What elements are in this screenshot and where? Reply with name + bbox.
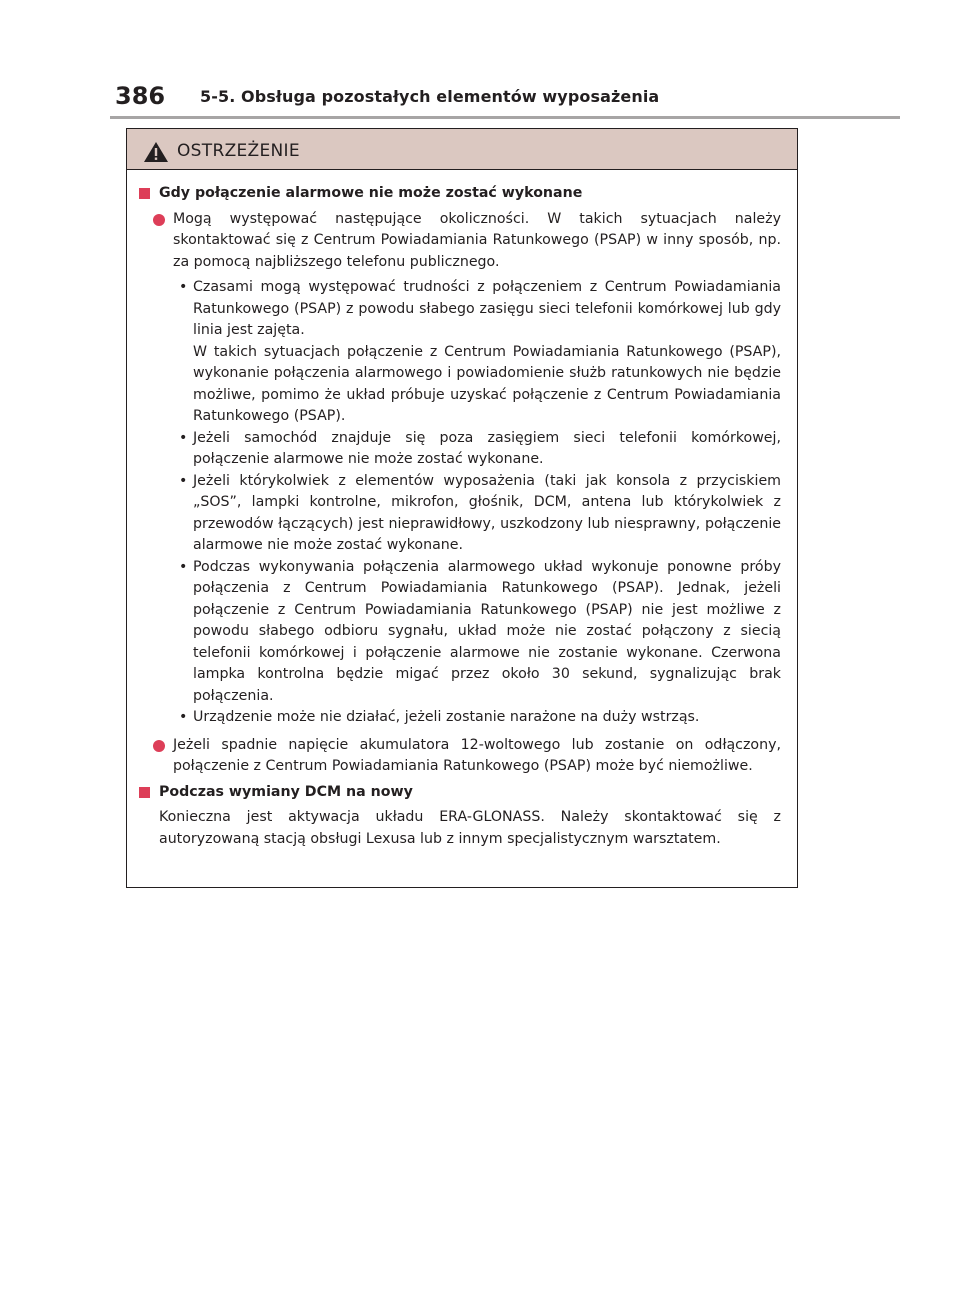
section-title: 5-5. Obsługa pozostałych elementów wyposażenia: [200, 87, 660, 106]
circle-item-circumstances: Mogą występować następujące okoliczności. W takich sytuacjach należy skontaktować się z Centrum Powiadamiania Ratunkowego (PSAP) w inny sposób, np. za pomocą najbliższego telefonu publicznego.: [139, 209, 781, 274]
dot-bullet: •: [179, 429, 188, 446]
circle-item-battery: Jeżeli spadnie napięcie akumulatora 12-woltowego lub zostanie on odłączony, połączenie z Centrum Powiadamiania Ratunkowego (PSAP) może być niemożliwe.: [139, 735, 781, 778]
section-heading-emergency-call-fail: Gdy połączenie alarmowe nie może zostać wykonane: [139, 183, 781, 205]
warning-body: [127, 170, 797, 850]
page-header: [110, 80, 900, 116]
square-bullet-icon: [139, 787, 150, 798]
circle-bullet-icon: [153, 740, 165, 752]
dot-bullet: •: [179, 472, 188, 489]
page-number: 386: [115, 82, 166, 110]
list-item: • Jeżeli którykolwiek z elementów wyposażenia (taki jak konsola z przyciskiem „SOS”, lampki kontrolne, mikrofon, głośnik, DCM, antena lub którykolwiek z przewodów łączących) jest nieprawidłowy, uszkodzony lub niesprawny, połączenie alarmowe nie może zostać wykonane.: [179, 472, 781, 553]
square-bullet-icon: [139, 188, 150, 199]
list-item: • Czasami mogą występować trudności z połączeniem z Centrum Powiadamiania Ratunkowego (PSAP) z powodu słabego zasięgu sieci telefonii komórkowej lub gdy linia jest zajęta. W takich sytuacjach połączenie z Centrum Powiadamiania Ratunkowego (PSAP), wykonanie połączenia alarmowego i powiadomienie służb ratunkowych nie będzie możliwe, pomimo że układ próbuje uzyskać połączenie z Centrum Powiadamiania Ratunkowego (PSAP).: [179, 277, 781, 428]
section-heading-dcm-replacement: Podczas wymiany DCM na nowy: [139, 782, 781, 804]
circle-bullet-icon: [153, 214, 165, 226]
list-item: • Urządzenie może nie działać, jeżeli zostanie narażone na duży wstrząs.: [179, 707, 781, 729]
header-divider: [110, 116, 900, 119]
warning-box: [126, 128, 798, 888]
circumstances-list: [179, 277, 781, 729]
warning-header: [127, 129, 797, 170]
dcm-replacement-paragraph: Konieczna jest aktywacja układu ERA-GLONASS. Należy skontaktować się z autoryzowaną stacją obsługi Lexusa lub z innym specjalistycznym warsztatem.: [159, 809, 781, 847]
warning-title: OSTRZEŻENIE: [177, 141, 300, 161]
warning-triangle-icon: [143, 141, 169, 163]
list-item-continuation: W takich sytuacjach połączenie z Centrum Powiadamiania Ratunkowego (PSAP), wykonanie połączenia alarmowego i powiadomienie służb ratunkowych nie będzie możliwe, pomimo że układ próbuje uzyskać połączenie z Centrum Powiadamiania Ratunkowego (PSAP).: [193, 343, 781, 424]
list-item: • Jeżeli samochód znajduje się poza zasięgiem sieci telefonii komórkowej, połączenie alarmowe nie może zostać wykonane.: [179, 429, 781, 467]
dot-bullet: •: [179, 558, 188, 575]
dot-bullet: •: [179, 279, 188, 295]
dot-bullet: •: [179, 709, 188, 725]
list-item: • Podczas wykonywania połączenia alarmowego układ wykonuje ponowne próby połączenia z Centrum Powiadamiania Ratunkowego (PSAP). Jednak, jeżeli połączenie z Centrum Powiadamiania Ratunkowego (PSAP) nie jest możliwe z powodu słabego odbioru sygnału, układ może nie zostać połączony z siecią telefonii komórkowej i połączenie alarmowe nie zostanie wykonane. Czerwona lampka kontrolna będzie migać przez około 30 sekund, sygnalizując brak połączenia.: [179, 558, 781, 704]
